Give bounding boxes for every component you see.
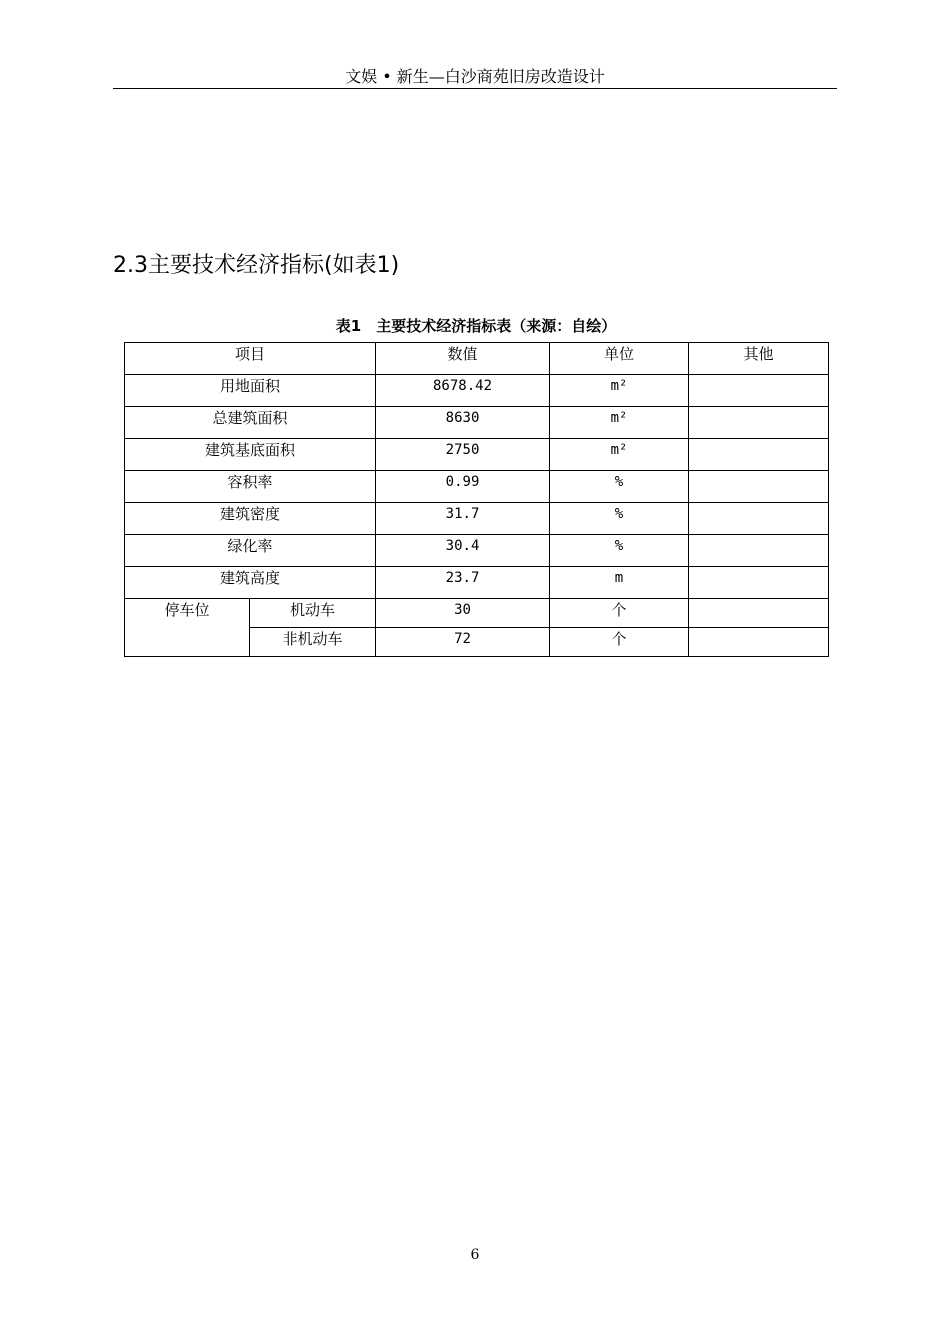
table-row <box>125 535 829 567</box>
table-row-parking-motor <box>125 599 829 628</box>
row-other <box>689 375 829 407</box>
row-unit: m² <box>550 407 689 439</box>
row-value: 8678.42 <box>376 375 550 407</box>
section-heading: 2.3主要技术经济指标(如表1) <box>113 253 400 278</box>
row-value: 30.4 <box>376 535 550 567</box>
column-header-item: 项目 <box>125 343 376 375</box>
table-row <box>125 567 829 599</box>
row-other <box>689 471 829 503</box>
row-item: 非机动车 <box>250 628 376 657</box>
table-row <box>125 471 829 503</box>
column-header-other: 其他 <box>689 343 829 375</box>
indicators-table <box>124 342 829 657</box>
row-item: 绿化率 <box>125 535 376 567</box>
row-item: 总建筑面积 <box>125 407 376 439</box>
column-header-unit: 单位 <box>550 343 689 375</box>
row-value: 23.7 <box>376 567 550 599</box>
row-other <box>689 439 829 471</box>
row-item: 用地面积 <box>125 375 376 407</box>
parking-label: 停车位 <box>125 599 250 657</box>
row-value: 2750 <box>376 439 550 471</box>
table-row <box>125 439 829 471</box>
table-header-row <box>125 343 829 375</box>
row-unit: % <box>550 471 689 503</box>
row-other <box>689 628 829 657</box>
table-caption: 表1 主要技术经济指标表（来源：自绘） <box>335 317 617 335</box>
row-item: 机动车 <box>250 599 376 628</box>
row-other <box>689 567 829 599</box>
row-unit: m <box>550 567 689 599</box>
row-value: 30 <box>376 599 550 628</box>
table-row <box>125 503 829 535</box>
table-row <box>125 375 829 407</box>
table-row <box>125 407 829 439</box>
page-number: 6 <box>470 1247 480 1263</box>
row-value: 8630 <box>376 407 550 439</box>
row-unit: m² <box>550 439 689 471</box>
row-item: 建筑高度 <box>125 567 376 599</box>
row-unit: % <box>550 535 689 567</box>
row-value: 0.99 <box>376 471 550 503</box>
running-header: 文娱 • 新生—白沙商苑旧房改造设计 <box>113 66 837 89</box>
row-other <box>689 407 829 439</box>
row-value: 72 <box>376 628 550 657</box>
row-other <box>689 503 829 535</box>
row-item: 建筑基底面积 <box>125 439 376 471</box>
row-other <box>689 599 829 628</box>
row-value: 31.7 <box>376 503 550 535</box>
row-unit: m² <box>550 375 689 407</box>
column-header-value: 数值 <box>376 343 550 375</box>
row-item: 建筑密度 <box>125 503 376 535</box>
row-unit: 个 <box>550 599 689 628</box>
row-unit: 个 <box>550 628 689 657</box>
row-unit: % <box>550 503 689 535</box>
row-other <box>689 535 829 567</box>
row-item: 容积率 <box>125 471 376 503</box>
